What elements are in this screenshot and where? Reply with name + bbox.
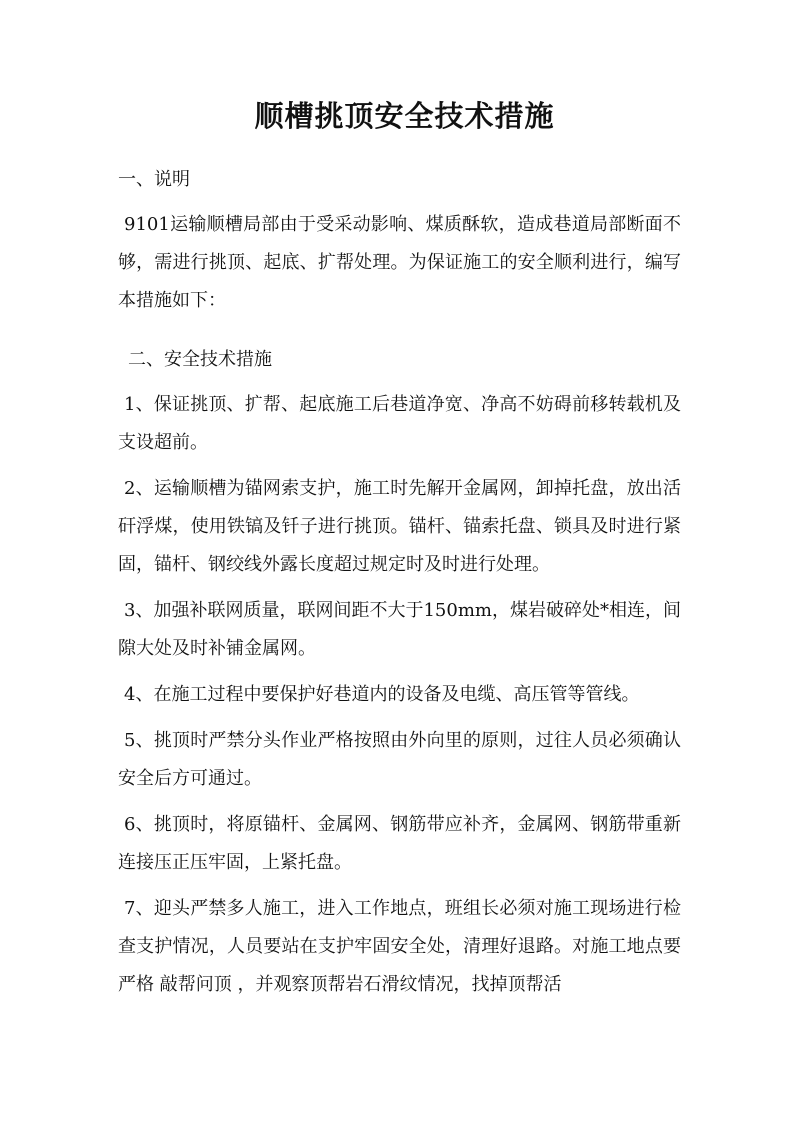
- measure-item-1: 1、保证挑顶、扩帮、起底施工后巷道净宽、净高不妨碍前移转载机及支设超前。: [118, 394, 681, 453]
- measure-item-2: 2、运输顺槽为锚网索支护，施工时先解开金属网，卸掉托盘，放出活矸浮煤，使用铁镐及钎子进行挑顶。锚杆、锚索托盘、锁具及时进行紧固，锚杆、钢绞线外露长度超过规定时及时进行处理。: [118, 478, 681, 575]
- measure-item-6: 6、挑顶时，将原锚杆、金属网、钢筋带应补齐，金属网、钢筋带重新连接压正压牢固，上紧托盘。: [118, 814, 681, 873]
- measure-item-3: 3、加强补联网质量，联网间距不大于150mm，煤岩破碎处*相连，间隙大处及时补铺金属网。: [118, 600, 681, 659]
- section-heading-description: 一、说明: [118, 169, 190, 190]
- measure-item-5: 5、挑顶时严禁分头作业严格按照由外向里的原则，过往人员必须确认安全后方可通过。: [118, 730, 681, 789]
- paragraph-description: 9101运输顺槽局部由于受采动影响、煤质酥软，造成巷道局部断面不够，需进行挑顶、起底、扩帮处理。为保证施工的安全顺利进行，编写本措施如下：: [118, 214, 681, 311]
- document-title: 顺槽挑顶安全技术措施: [254, 99, 555, 133]
- measure-item-4: 4、在施工过程中要保护好巷道内的设备及电缆、高压管等管线。: [124, 684, 640, 705]
- measure-item-7: 7、迎头严禁多人施工，进入工作地点，班组长必须对施工现场进行检查支护情况，人员要站在支护牢固安全处，清理好退路。对施工地点要严格 敲帮问顶 ，并观察顶帮岩石滑纹情况，找掉顶帮活: [118, 898, 681, 995]
- section-heading-safety-measures: 二、安全技术措施: [128, 349, 272, 370]
